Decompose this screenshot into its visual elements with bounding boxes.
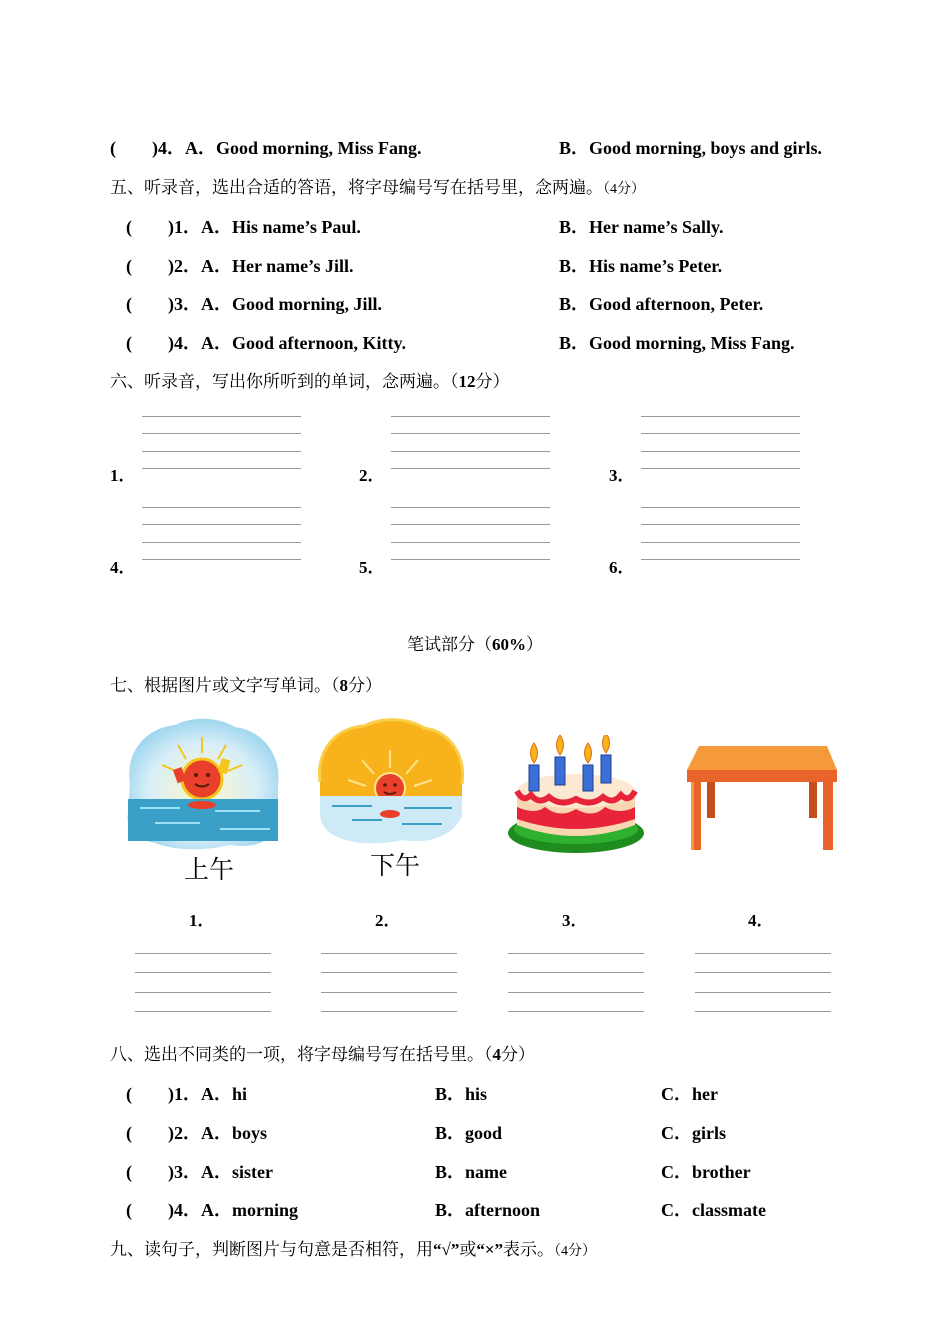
- sec8-item-3-option-b: B．name: [435, 1162, 507, 1182]
- writing-lines-6[interactable]: [641, 507, 800, 561]
- sec7-title: 七、根据图片或文字写单词。: [110, 676, 331, 695]
- sec7-label-3: 3．: [562, 911, 588, 930]
- option-a: A．morning: [201, 1200, 299, 1220]
- item-number: 3．: [174, 1162, 201, 1182]
- item-number: 4．: [174, 333, 201, 353]
- caption-morning: 上午: [184, 855, 235, 884]
- sec8-item-3: [126, 1158, 273, 1184]
- sec8-item-4-option-c: C．classmate: [661, 1200, 766, 1220]
- written-percent: 60%: [492, 635, 526, 654]
- paren-open: （: [331, 676, 340, 695]
- item-number: 3．: [174, 294, 201, 314]
- sec8-item-3-option-c: C．brother: [661, 1162, 751, 1182]
- answer-paren[interactable]: ( ): [126, 1200, 174, 1220]
- sunrise-sea-icon: [120, 713, 285, 853]
- sec5-item-2: [126, 252, 353, 278]
- sec8-item-1: [126, 1080, 247, 1106]
- title-text: 笔试部分（: [407, 635, 492, 654]
- answer-paren[interactable]: ( ): [126, 256, 174, 276]
- answer-paren[interactable]: ( ): [126, 1162, 174, 1182]
- sec6-points: 12: [458, 372, 476, 391]
- sec5-item-3-option-b: B．Good afternoon, Peter.: [559, 294, 764, 314]
- sec8-item-1-option-c: C．her: [661, 1084, 718, 1104]
- option-a: A．sister: [201, 1162, 273, 1182]
- sec8-item-1-option-b: B．his: [435, 1084, 488, 1104]
- option-a: A．boys: [201, 1123, 268, 1143]
- sec5-item-3: [126, 290, 382, 316]
- writing-lines-5[interactable]: [391, 507, 550, 561]
- sec4-item-4-option-b: B．Good morning, boys and girls.: [559, 138, 823, 158]
- sec6-label-6: 6．: [609, 558, 635, 577]
- sec8-heading: [110, 1040, 535, 1065]
- sec8-item-2: [126, 1119, 267, 1145]
- sec6-label-4: 4．: [110, 558, 136, 577]
- sec5-title: 五、听录音，选出合适的答语，将字母编号写在括号里，念两遍。: [110, 178, 603, 197]
- sec7-points: 8: [339, 676, 348, 695]
- option-a: A．Good afternoon, Kitty.: [201, 333, 406, 353]
- table-icon: [685, 742, 840, 854]
- check-mark-symbol: “√”: [433, 1240, 460, 1259]
- answer-paren[interactable]: ( ): [110, 138, 158, 158]
- end-text: 表示。: [503, 1240, 555, 1259]
- sec8-item-2-option-c: C．girls: [661, 1123, 726, 1143]
- sec8-points: 4: [492, 1045, 501, 1064]
- sec5-item-4-option-b: B．Good morning, Miss Fang.: [559, 333, 795, 353]
- item-number: 2．: [174, 256, 201, 276]
- sec5-item-1-option-b: B．Her name’s Sally.: [559, 217, 724, 237]
- option-a: A．Good morning, Miss Fang.: [185, 138, 422, 158]
- item-number: 2．: [174, 1123, 201, 1143]
- sec7-label-2: 2．: [375, 911, 401, 930]
- sec5-heading: [110, 173, 645, 198]
- answer-paren[interactable]: ( ): [126, 217, 174, 237]
- paren-close: ）: [526, 635, 543, 654]
- writing-lines-1[interactable]: [142, 416, 301, 470]
- sec6-title: 六、听录音，写出你所听到的单词，念两遍。: [110, 372, 450, 391]
- sec7-writing-lines-1[interactable]: [135, 953, 271, 1013]
- sec7-writing-lines-3[interactable]: [508, 953, 644, 1013]
- written-part-title: [0, 630, 950, 655]
- option-a: A．Her name’s Jill.: [201, 256, 354, 276]
- paren-close: 分）: [348, 676, 382, 695]
- option-a: A．His name’s Paul.: [201, 217, 361, 237]
- item-number: 4．: [158, 138, 185, 158]
- item-number: 1．: [174, 1084, 201, 1104]
- sec6-heading: [110, 367, 510, 392]
- sec9-title: 九、读句子，判断图片与句意是否相符，用: [110, 1240, 433, 1259]
- sec7-label-1: 1．: [189, 911, 215, 930]
- answer-paren[interactable]: ( ): [126, 1123, 174, 1143]
- cross-mark-symbol: “×”: [476, 1240, 504, 1259]
- sec9-heading: [110, 1235, 596, 1260]
- sec5-item-4: [126, 329, 406, 355]
- sec5-points: （4分）: [603, 182, 645, 197]
- caption-afternoon: 下午: [370, 851, 421, 880]
- sec6-label-5: 5．: [359, 558, 385, 577]
- paren-open: （: [484, 1045, 493, 1064]
- paren-close: 分）: [475, 372, 510, 391]
- sec8-item-4: [126, 1196, 298, 1222]
- answer-paren[interactable]: ( ): [126, 1084, 174, 1104]
- sec7-heading: [110, 671, 382, 696]
- sec5-item-1: [126, 213, 361, 239]
- sec7-writing-lines-2[interactable]: [321, 953, 457, 1013]
- sec7-writing-lines-4[interactable]: [695, 953, 831, 1013]
- writing-lines-4[interactable]: [142, 507, 301, 561]
- paren-close: 分）: [501, 1045, 535, 1064]
- sec7-label-4: 4．: [748, 911, 774, 930]
- sec9-points: （4分）: [554, 1244, 597, 1259]
- option-a: A．hi: [201, 1084, 248, 1104]
- item-number: 4．: [174, 1200, 201, 1220]
- paren-open: （: [450, 372, 459, 391]
- writing-lines-3[interactable]: [641, 416, 800, 470]
- answer-paren[interactable]: ( ): [126, 333, 174, 353]
- sec5-item-2-option-b: B．His name’s Peter.: [559, 256, 723, 276]
- birthday-cake-icon: [505, 735, 647, 860]
- sec6-label-3: 3．: [609, 466, 635, 485]
- sec6-label-2: 2．: [359, 466, 385, 485]
- sec8-item-4-option-b: B．afternoon: [435, 1200, 540, 1220]
- sec6-label-1: 1．: [110, 466, 136, 485]
- answer-paren[interactable]: ( ): [126, 294, 174, 314]
- item-number: 1．: [174, 217, 201, 237]
- writing-lines-2[interactable]: [391, 416, 550, 470]
- or-text: 或: [459, 1240, 477, 1259]
- sec8-item-2-option-b: B．good: [435, 1123, 503, 1143]
- sec4-item-4: [110, 134, 422, 160]
- sunset-sea-icon: [312, 716, 467, 848]
- option-a: A．Good morning, Jill.: [201, 294, 383, 314]
- sec8-title: 八、选出不同类的一项，将字母编号写在括号里。: [110, 1045, 484, 1064]
